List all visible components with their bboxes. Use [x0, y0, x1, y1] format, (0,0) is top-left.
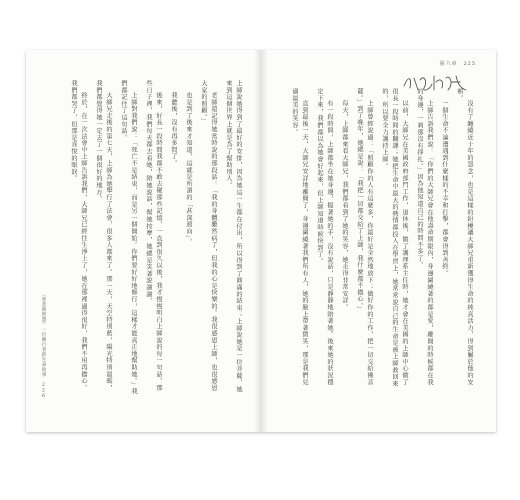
right-paragraph: 上師告訴我們說：「你們的大師兄會在他壽命期限內，身邊圍繞著的都是愛，離開的時候都在我的身邊，一剎那沒有掙扎。」因為他知道自己的時間不多了。	[416, 88, 433, 386]
right-page-number: 225	[463, 61, 476, 67]
right-paragraph: 上師曾經說過：「照顧你的人有這麼多，你最好是全然地放下；做好你的工作，把一切交給佛菩薩。」到了晚年，她總是說：「我把一切都交給了上師，我什麼都不擔心。」	[356, 88, 373, 386]
right-paragraph: 直到最後一天，大師兄安詳地離開了，身邊圍繞著我們所有人，她的臉上帶著微笑，那是我們見過最美的笑容。	[291, 88, 308, 386]
left-paragraph: 也是到了後來才知道，這就是所謂的「甚深迴向」。	[185, 92, 192, 246]
right-paragraph: 一個生命不論遭遇到什麼樣的不幸和打擊，都會得到善終。	[441, 100, 448, 278]
header-title: 第六章	[439, 61, 458, 67]
left-paragraph: 終於，在一次法會中上師告訴我們，大師兄已經往生淨土了，她在那裡過得很好，我們不用再擔心。我們都哭了，但那是喜悅的眼淚。	[70, 80, 87, 392]
left-paragraph: 上師說她得到了最好的安排，因為她這一生都在付出，所以得到了圓滿的結束；上師說她是一位菩薩，她來到這個世界上就是為了幫助別人。	[225, 80, 242, 393]
left-page-number: 226	[41, 383, 46, 400]
left-page	[26, 50, 261, 432]
left-paragraph: 老師還記得她當時說的那段話：「我的身體雖然病了，但我的心是快樂的。我很感恩上師，也很感恩大家的照顧。」	[200, 80, 217, 392]
right-page-header	[439, 60, 476, 67]
footer-title: 〈慈悲與智慧〉一位修行者的生命故事	[41, 292, 46, 377]
book-spread	[26, 50, 496, 432]
right-paragraph: 有一段時間，上師都坐在她身邊，握著她的手，沒有說話，只是靜靜地陪著她。後來她的狀況穩定下來，我們都以為她會好起來，但上師知道時候快到了。	[316, 88, 333, 386]
left-paragraph: 大師兄走後的第七天，上師為她舉行了法會，很多人都來了。那一天，天空特別藍，陽光特別溫暖，我們都覺得她一定去了一個很好的地方。	[95, 80, 112, 392]
right-paragraph: 每天，上師都來看大師兄，我們都看到了她的笑容，她走得非常安詳。	[341, 100, 348, 312]
left-paragraph: 上師對我們說：「死亡不是結束，而是另一個開始。你們要好好地修行，這樣才能真正地幫助她。」我們都記住了這句話。	[120, 80, 137, 396]
left-paragraph: 後來，好長一段時間我都不敢去碰那些記憶，一直到很久以後，我才慢慢明白上師說的每一句話。那些日子裡，我們每天都去看她，陪她說話，幫她按摩，她總是笑著說謝謝。	[145, 80, 162, 392]
right-page-body	[278, 88, 474, 388]
left-page-footer	[40, 292, 46, 412]
right-page	[261, 50, 496, 432]
right-paragraph: 以前，大師兄在美國政府部門工作，退休後，做了護理系主任時，她才會在美國的上師中心做了很長一段時間的翻譯；她把生命中最大的熱情都投入在學習上，她常常說自己的生命是被上師救回來的，所以要全力護持上師。	[381, 88, 408, 388]
right-paragraph: 沒有了纏繞近十年的怨念，也是這樣的紛擾讓大師兄重新獲得生命的純真活力，得到屬於他的安頓。	[456, 88, 473, 386]
left-paragraph: 我聽後，沒有再多問了。	[170, 92, 177, 168]
left-page-body	[43, 80, 243, 398]
